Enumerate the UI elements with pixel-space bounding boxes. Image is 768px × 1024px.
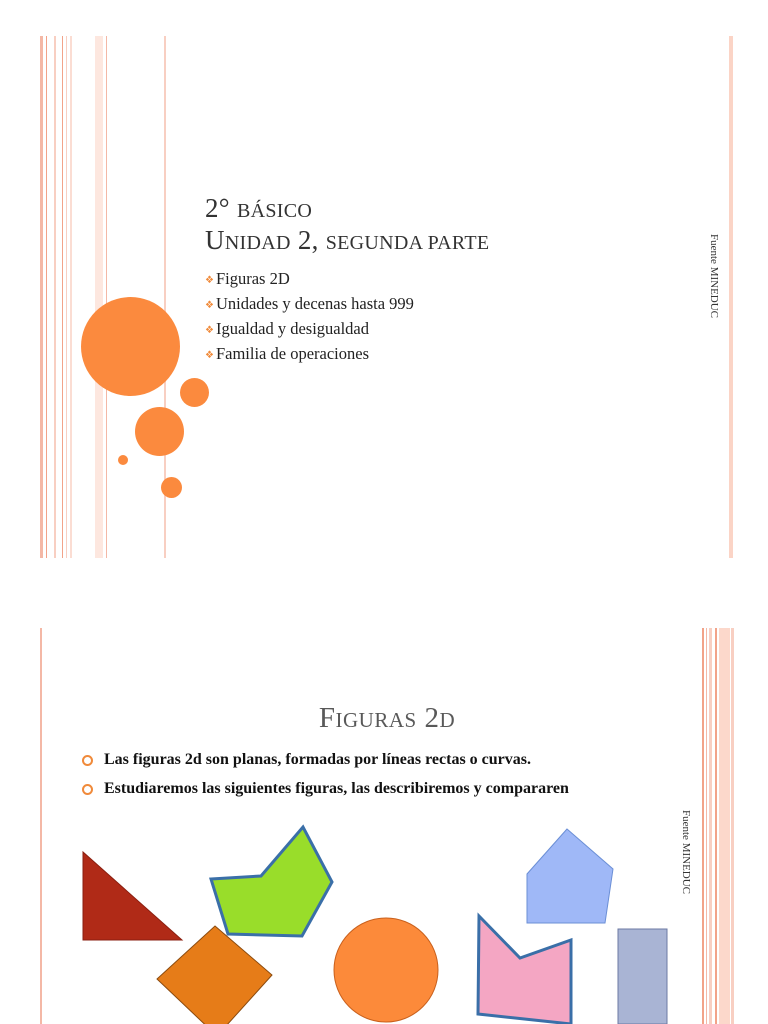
circle-shape	[334, 918, 438, 1022]
diamond-bullet-icon: ❖	[205, 325, 214, 336]
list-item: ❖ Unidades y decenas hasta 999	[205, 294, 414, 313]
decor-stripe	[40, 36, 43, 558]
diamond-bullet-icon: ❖	[205, 275, 214, 286]
decor-circle	[135, 407, 184, 456]
decor-stripe	[95, 36, 103, 558]
list-item: ❖ Familia de operaciones	[205, 344, 369, 363]
list-item: ❖ Igualdad y desigualdad	[205, 319, 370, 338]
list-item: Las figuras 2d son planas, formadas por líneas rectas o curvas.	[80, 748, 636, 771]
slide-1	[40, 36, 734, 558]
decor-stripe	[70, 36, 72, 558]
slide1-title-line1: 2° BÁSICO	[205, 193, 313, 223]
decor-circle	[180, 378, 209, 407]
rectangle-shape	[618, 929, 667, 1024]
list-item: ❖ Figuras 2D	[205, 269, 290, 288]
source-note: Fuente MINEDUC	[708, 234, 720, 319]
slide1-bullet-list	[205, 266, 414, 366]
decor-stripe	[729, 36, 733, 558]
shapes-illustration	[40, 628, 734, 1024]
decor-circle	[118, 455, 128, 465]
decor-circle	[81, 297, 180, 396]
decor-stripe	[106, 36, 107, 558]
pentagon-shape	[527, 829, 613, 923]
diamond-bullet-icon: ❖	[205, 350, 214, 361]
concave-hexagon-shape	[211, 827, 332, 936]
square-shape	[157, 926, 272, 1024]
decor-stripe	[62, 36, 63, 558]
diamond-bullet-icon: ❖	[205, 300, 214, 311]
slide-2	[40, 628, 734, 1024]
decor-stripe	[66, 36, 67, 558]
decor-stripe	[46, 36, 47, 558]
slide2-title: FIGURAS 2D	[318, 702, 456, 734]
decor-circle	[161, 477, 182, 498]
triangle-shape	[83, 852, 182, 940]
slide1-title-line2: UNIDAD 2, SEGUNDA PARTE	[205, 225, 490, 255]
decor-stripe	[54, 36, 56, 558]
pink-concave-shape	[478, 916, 571, 1024]
source-note: Fuente MINEDUC	[680, 810, 692, 895]
list-item: Estudiaremos las siguientes figuras, las describiremos y compararen	[80, 777, 636, 800]
